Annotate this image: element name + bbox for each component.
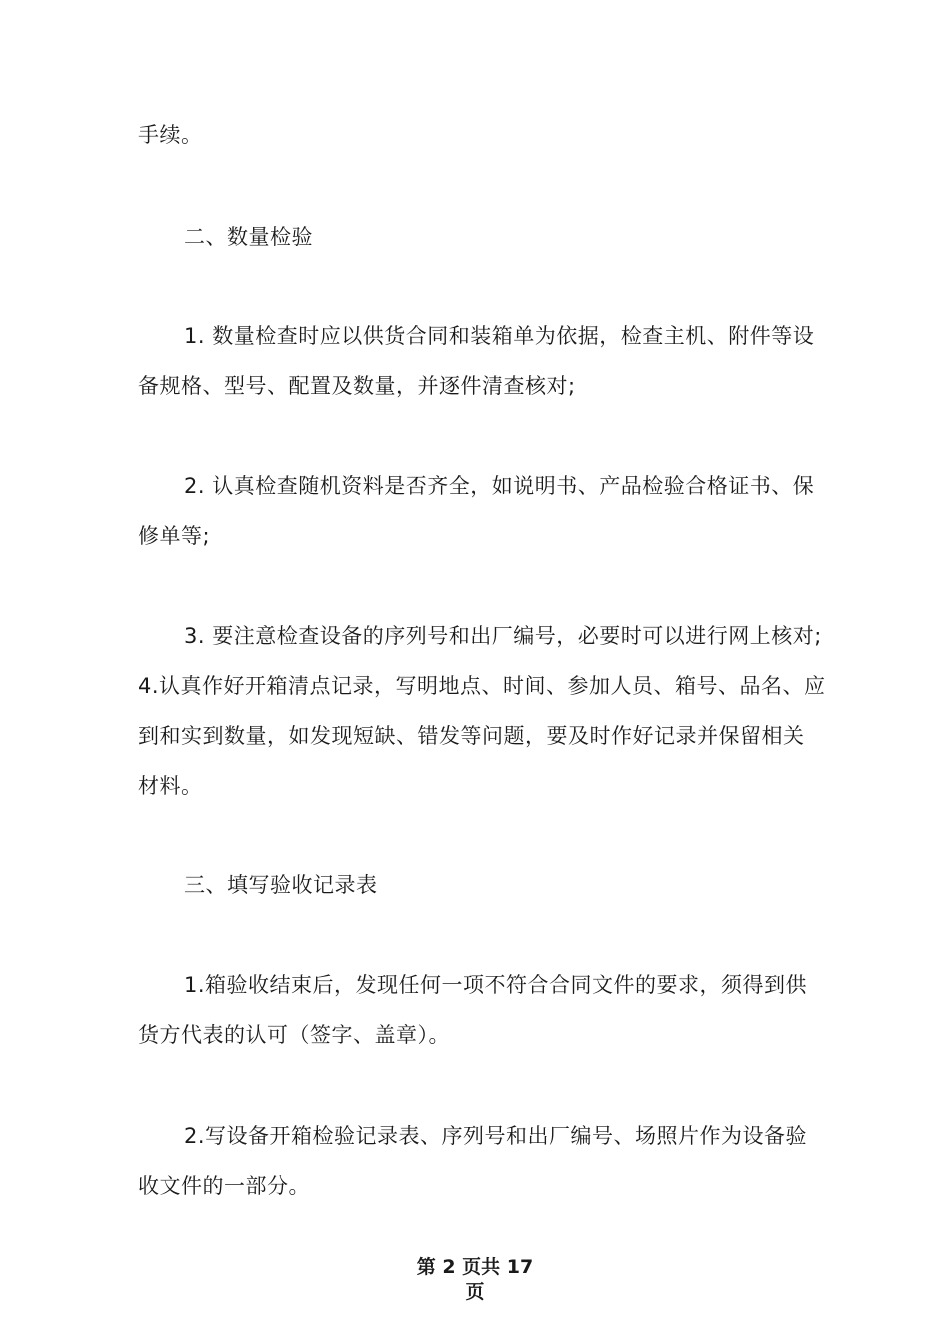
paragraph-line: 货方代表的认可（签字、盖章）。 xyxy=(138,1023,450,1047)
paragraph-line: 备规格、型号、配置及数量，并逐件清查核对; xyxy=(138,374,576,398)
section-heading: 三、填写验收记录表 xyxy=(184,873,378,897)
page-number-continued: 页 xyxy=(465,1281,485,1303)
paragraph-line: 修单等; xyxy=(138,524,211,548)
paragraph-line: 4.认真作好开箱清点记录，写明地点、时间、参加人员、箱号、品名、应 xyxy=(138,674,826,698)
paragraph-line: 收文件的一部分。 xyxy=(138,1174,310,1198)
paragraph-line: 到和实到数量，如发现短缺、错发等问题，要及时作好记录并保留相关 xyxy=(138,724,805,748)
paragraph-line: 手续。 xyxy=(138,123,203,147)
paragraph-line: 2.写设备开箱检验记录表、序列号和出厂编号、场照片作为设备验 xyxy=(184,1124,808,1148)
paragraph-line: 3. 要注意检查设备的序列号和出厂编号，必要时可以进行网上核对; xyxy=(184,624,822,648)
paragraph-line: 1.箱验收结束后，发现任何一项不符合合同文件的要求，须得到供 xyxy=(184,973,808,997)
page-number: 第 2 页共 17 xyxy=(416,1256,534,1278)
paragraph-line: 材料。 xyxy=(138,774,203,798)
section-heading: 二、数量检验 xyxy=(184,225,313,249)
paragraph-line: 1. 数量检查时应以供货合同和装箱单为依据，检查主机、附件等设 xyxy=(184,324,815,348)
paragraph-line: 2. 认真检查随机资料是否齐全，如说明书、产品检验合格证书、保 xyxy=(184,474,815,498)
